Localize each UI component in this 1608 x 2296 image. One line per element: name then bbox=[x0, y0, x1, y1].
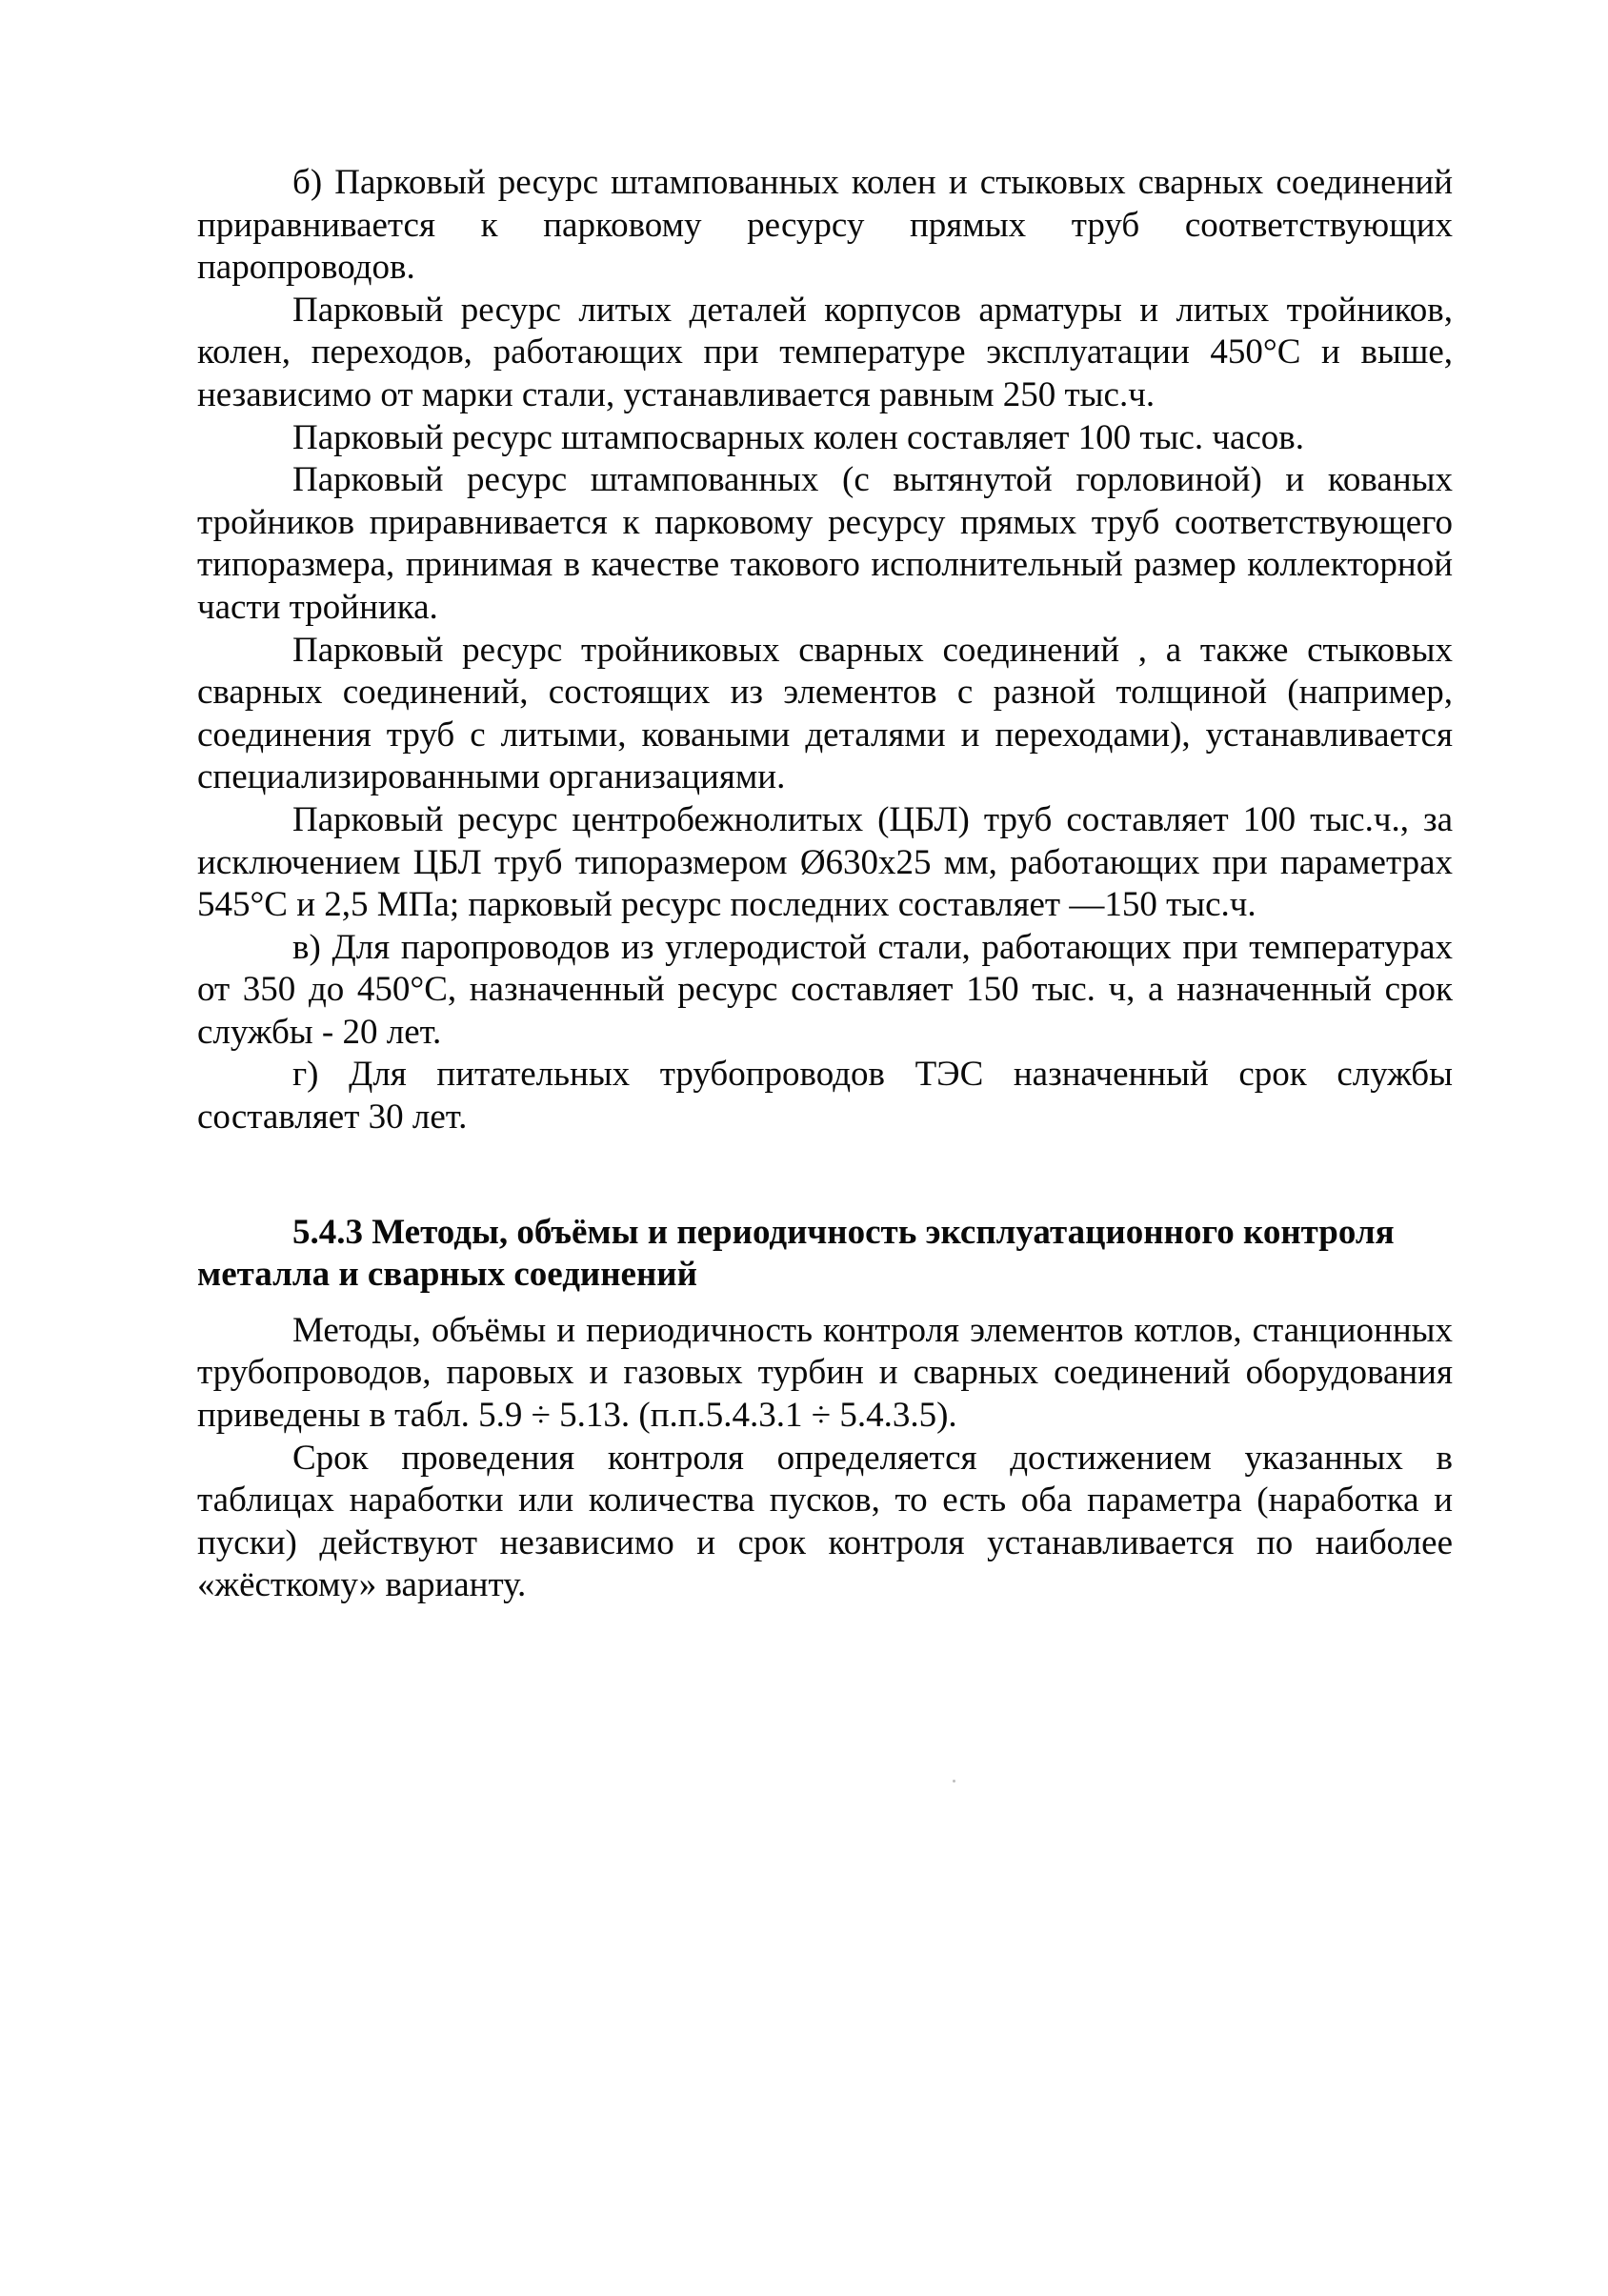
scan-speck bbox=[953, 1780, 955, 1782]
section-heading: 5.4.3 Методы, объёмы и периодичность эксплуатационного контроля металла и сварных соединений bbox=[197, 1212, 1395, 1295]
paragraph-stamped-elbows: б) Парковый ресурс штампованных колен и стыковых сварных соединений приравнивается к парковому ресурсу прямых труб соответствующих паропроводов. bbox=[197, 163, 1453, 288]
paragraph-stamp-welded-elbows: Парковый ресурс штампосварных колен составляет 100 тыс. часов. bbox=[292, 417, 1305, 457]
paragraph-cast-parts: Парковый ресурс литых деталей корпусов арматуры и литых тройников, колен, переходов, работающих при температуре эксплуатации 450°С и выше, независимо от марки стали, устанавливается равным 250 тыс.ч. bbox=[197, 290, 1453, 414]
paragraph-tee-welds: Парковый ресурс тройниковых сварных соединений , а также стыковых сварных соединений, состоящих из элементов с разной толщиной (например, соединения труб с литыми, коваными деталями и переходами), устанавливается специализированными организациями. bbox=[197, 630, 1453, 797]
paragraph-control-timing: Срок проведения контроля определяется достижением указанных в таблицах наработки или количества пусков, то есть оба параметра (наработка и пуски) действуют независимо и срок контроля устанавливается по наиболее «жёсткому» варианту. bbox=[197, 1438, 1453, 1605]
paragraph-feed-pipelines: г) Для питательных трубопроводов ТЭС назначенный срок службы составляет 30 лет. bbox=[197, 1055, 1453, 1138]
paragraph-stamped-forged-tees: Парковый ресурс штампованных (с вытянутой горловиной) и кованых тройников приравнивается к парковому ресурсу прямых труб соответствующего типоразмера, принимая в качестве такового исполнительный размер коллекторной части тройника. bbox=[197, 460, 1453, 627]
paragraph-centrifugal-cast-pipes: Парковый ресурс центробежнолитых (ЦБЛ) труб составляет 100 тыс.ч., за исключением ЦБЛ труб типоразмером Ø630x25 мм, работающих при параметрах 545°С и 2,5 МПа; парковый ресурс последних составляет —150 тыс.ч. bbox=[197, 799, 1453, 925]
document-body bbox=[197, 162, 1453, 1607]
paragraph-control-methods: Методы, объёмы и периодичность контроля элементов котлов, станционных трубопроводов, паровых и газовых турбин и сварных соединений оборудования приведены в табл. 5.9 ÷ 5.13. (п.п.5.4.3.1 ÷ 5.4.3.5). bbox=[197, 1310, 1453, 1436]
paragraph-carbon-steel-pipelines: в) Для паропроводов из углеродистой стали, работающих при температурах от 350 до 450°С, назначенный ресурс составляет 150 тыс. ч, а назначенный срок службы - 20 лет. bbox=[197, 927, 1453, 1052]
